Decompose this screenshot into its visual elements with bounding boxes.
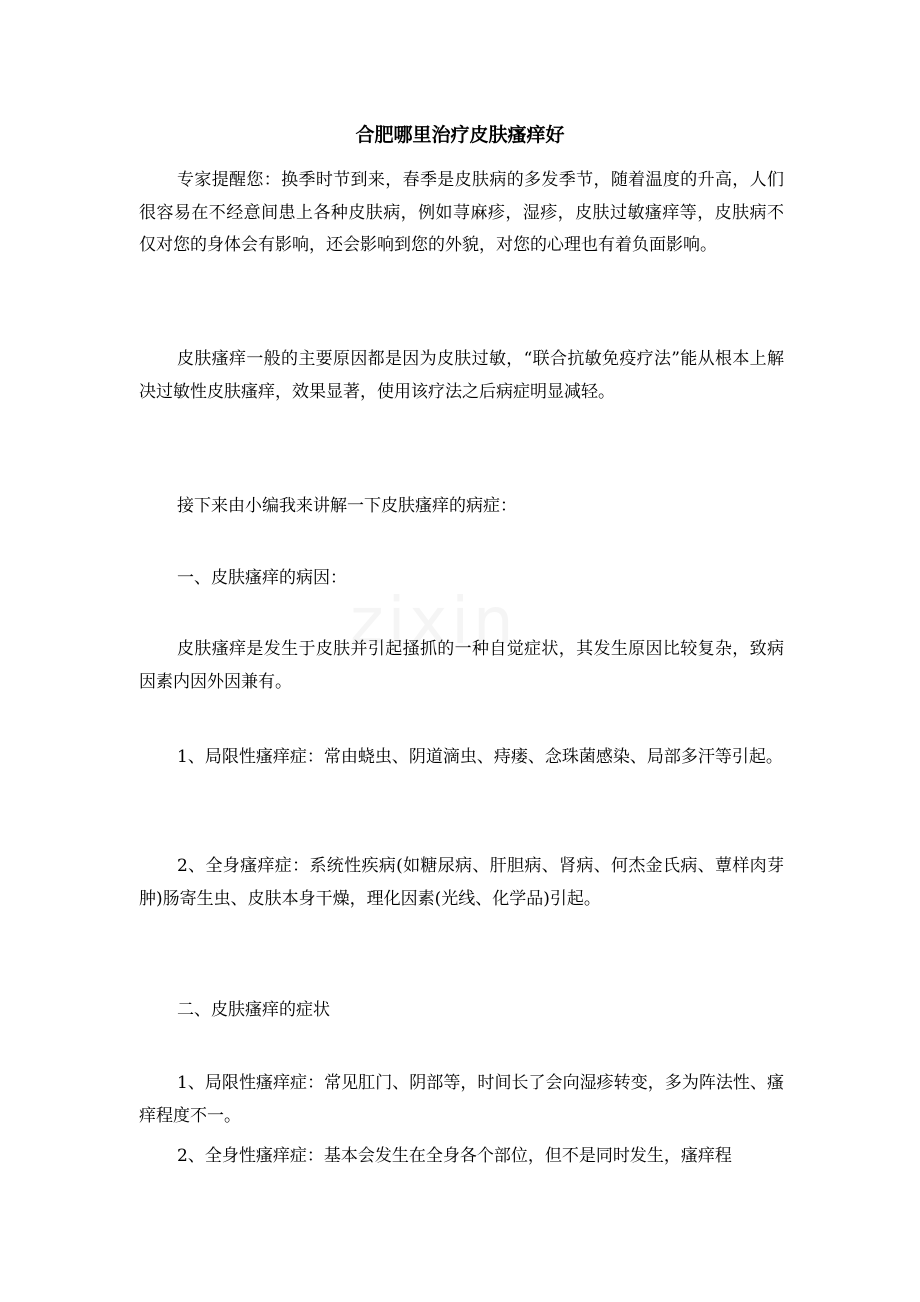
paragraph-intro: 专家提醒您：换季时节到来，春季是皮肤病的多发季节，随着温度的升高，人们很容易在不经意间患上各种皮肤病，例如荨麻疹，湿疹，皮肤过敏瘙痒等，皮肤病不仅对您的身体会有影响，还会影响到您的外貌，对您的心理也有着负面影响。 (139, 170, 784, 255)
section-heading-causes: 一、皮肤瘙痒的病因： (177, 568, 347, 588)
list-item-systemic-symptom: 2、全身性瘙痒症：基本会发生在全身各个部位，但不是同时发生，瘙痒程 (177, 1146, 732, 1166)
paragraph-causes-body: 皮肤瘙痒是发生于皮肤并引起搔抓的一种自觉症状，其发生原因比较复杂，致病因素内因外因兼有。 (139, 639, 784, 692)
list-item-localized-cause: 1、局限性瘙痒症：常由蛲虫、阴道滴虫、痔瘘、念珠菌感染、局部多汗等引起。 (177, 747, 783, 767)
document-title: 合肥哪里治疗皮肤瘙痒好 (355, 124, 565, 146)
watermark-text: zixin (350, 585, 518, 659)
list-item-systemic-cause: 2、全身瘙痒症：系统性疾病(如糖尿病、肝胆病、肾病、何杰金氏病、蕈样肉芽肿)肠寄生虫、皮肤本身干燥，理化因素(光线、化学品)引起。 (139, 856, 784, 909)
list-item-localized-symptom: 1、局限性瘙痒症：常见肛门、阴部等，时间长了会向湿疹转变，多为阵法性、瘙痒程度不一。 (139, 1073, 784, 1126)
paragraph-cause-summary: 皮肤瘙痒一般的主要原因都是因为皮肤过敏，“联合抗敏免疫疗法”能从根本上解决过敏性皮肤瘙痒，效果显著，使用该疗法之后病症明显减轻。 (139, 349, 784, 402)
paragraph-transition: 接下来由小编我来讲解一下皮肤瘙痒的病症： (177, 496, 517, 516)
section-heading-symptoms: 二、皮肤瘙痒的症状 (177, 1000, 330, 1020)
